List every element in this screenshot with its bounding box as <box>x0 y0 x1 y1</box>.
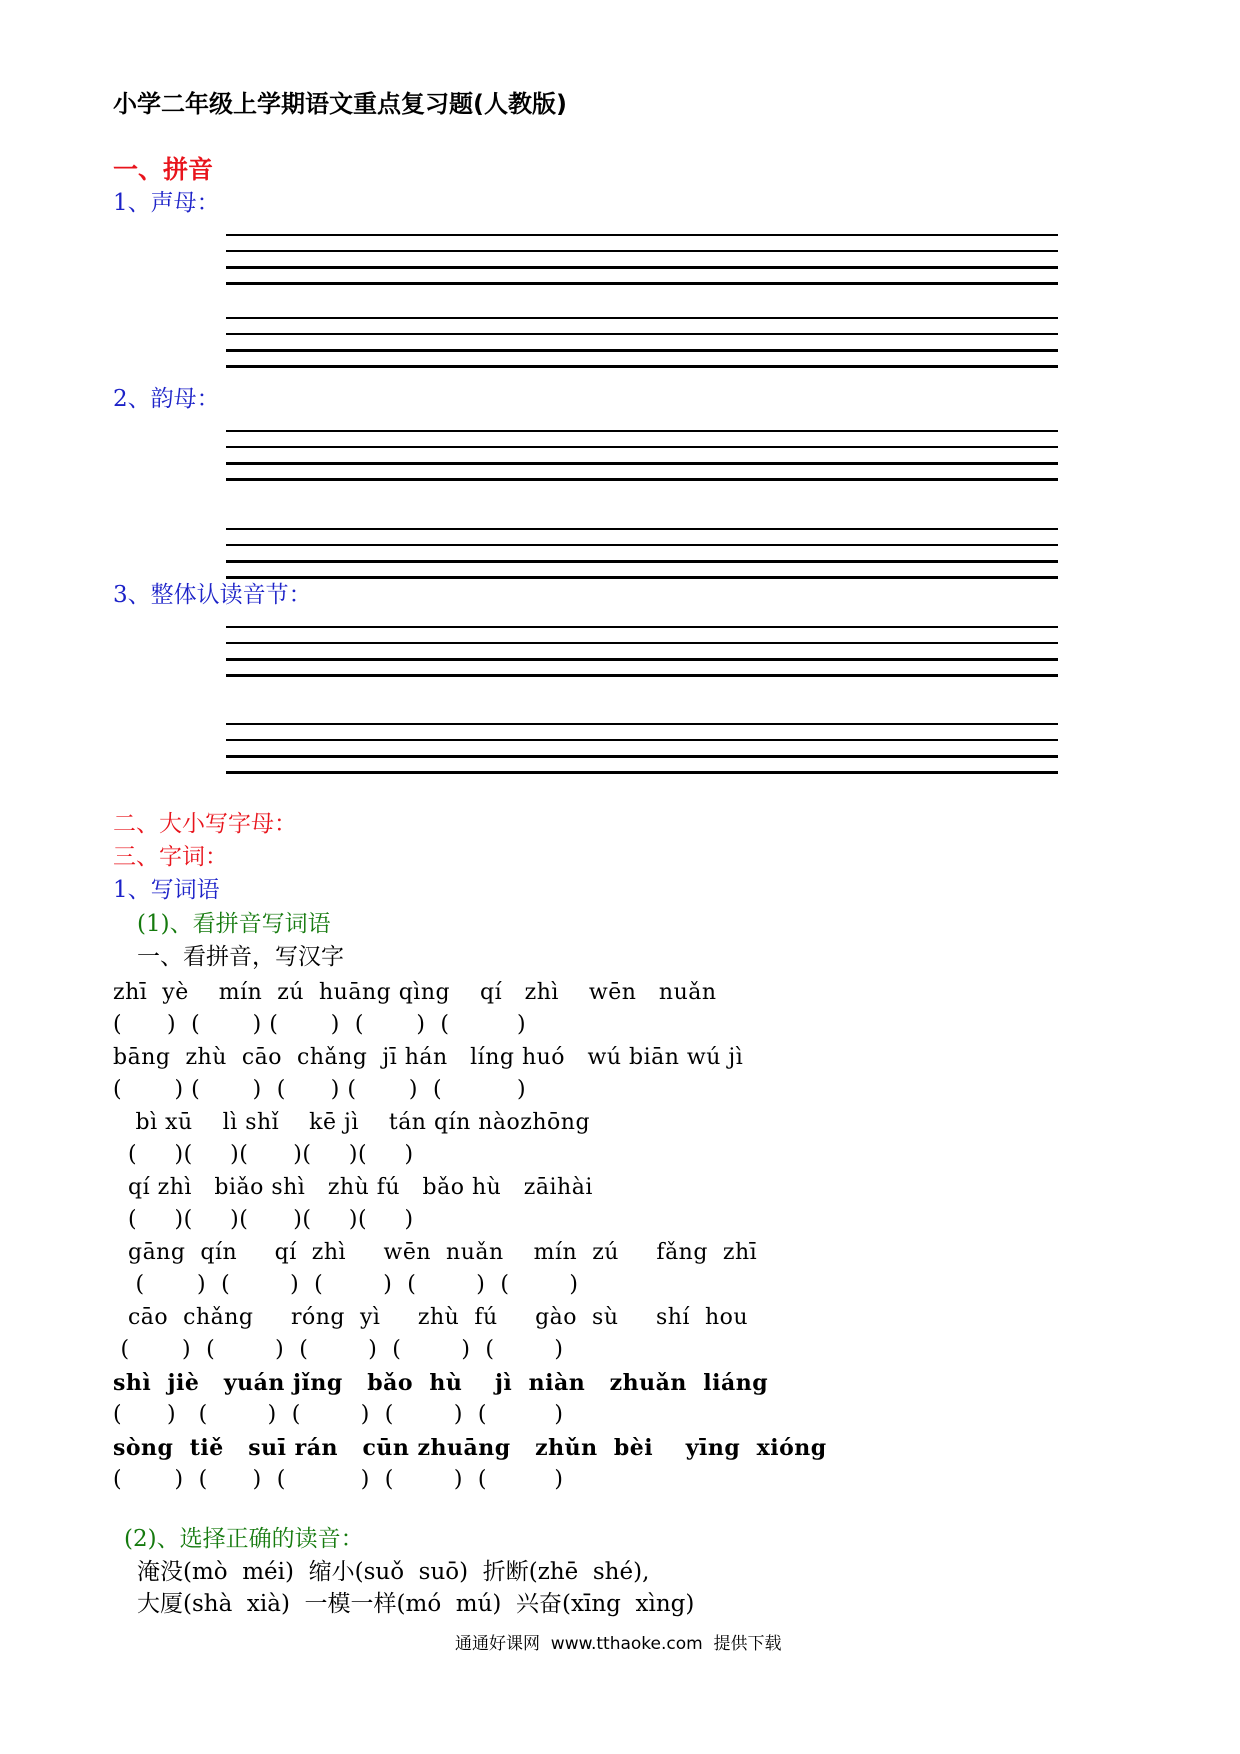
pinyin-row: zhī yè mín zú huāng qìng qí zhì wēn nuǎn <box>113 980 717 1005</box>
answer-brackets: ( ) ( ) ( ) ( ) ( ) <box>113 1272 579 1297</box>
answer-brackets: ( ) ( ) ( ) ( ) ( ) <box>113 1337 564 1362</box>
answer-brackets: ( ) ( ) ( ) ( ) ( ) <box>113 1402 564 1427</box>
choose-label: (2)、选择正确的读音： <box>124 1526 364 1552</box>
answer-brackets: ( ) ( ) ( ) ( ) ( ) <box>113 1077 527 1102</box>
choose-row: 大厦(shà xià) 一模一样(mó mú) 兴奋(xīng xìng) <box>137 1591 695 1617</box>
choose-row: 淹没(mò méi) 缩小(suǒ suō) 折断(zhē shé), <box>137 1559 650 1585</box>
pinyin-row: shì jiè yuán jǐng bǎo hù jì niàn zhuǎn liáng <box>113 1370 769 1396</box>
section-pinyin-heading: 一、拼音 <box>113 155 214 184</box>
pinyin-row: sòng tiě suī rán cūn zhuāng zhǔn bèi yīng xióng <box>113 1435 827 1461</box>
yunmu-label: 2、韵母： <box>113 386 220 412</box>
footer-text: 通通好课网 www.tthaoke.com 提供下载 <box>455 1634 782 1654</box>
answer-brackets: ( )( )( )( )( ) <box>113 1207 414 1232</box>
section-words-heading: 三、字词： <box>113 844 228 870</box>
pinyin-row: bāng zhù cāo chǎng jī hán líng huó wú biān wú jì <box>113 1045 744 1070</box>
instruction-text: 一、看拼音，写汉字 <box>137 944 344 970</box>
answer-brackets: ( ) ( ) ( ) ( ) ( ) <box>113 1467 564 1492</box>
zhengti-label: 3、整体认读音节： <box>113 582 312 608</box>
write-words-label: 1、写词语 <box>113 877 220 903</box>
pinyin-row: cāo chǎng róng yì zhù fú gào sù shí hou <box>113 1305 749 1330</box>
answer-brackets: ( )( )( )( )( ) <box>113 1142 414 1167</box>
look-pinyin-label: (1)、看拼音写词语 <box>137 911 331 937</box>
pinyin-row: qí zhì biǎo shì zhù fú bǎo hù zāihài <box>113 1175 593 1200</box>
pinyin-row: gāng qín qí zhì wēn nuǎn mín zú fǎng zhī <box>113 1240 758 1265</box>
shengmu-label: 1、声母： <box>113 190 220 216</box>
page-title: 小学二年级上学期语文重点复习题(人教版) <box>113 90 567 118</box>
pinyin-row: bì xū lì shǐ kē jì tán qín nàozhōng <box>113 1110 591 1135</box>
section-letters-heading: 二、大小写字母： <box>113 811 297 837</box>
answer-brackets: ( ) ( ) ( ) ( ) ( ) <box>113 1012 527 1037</box>
